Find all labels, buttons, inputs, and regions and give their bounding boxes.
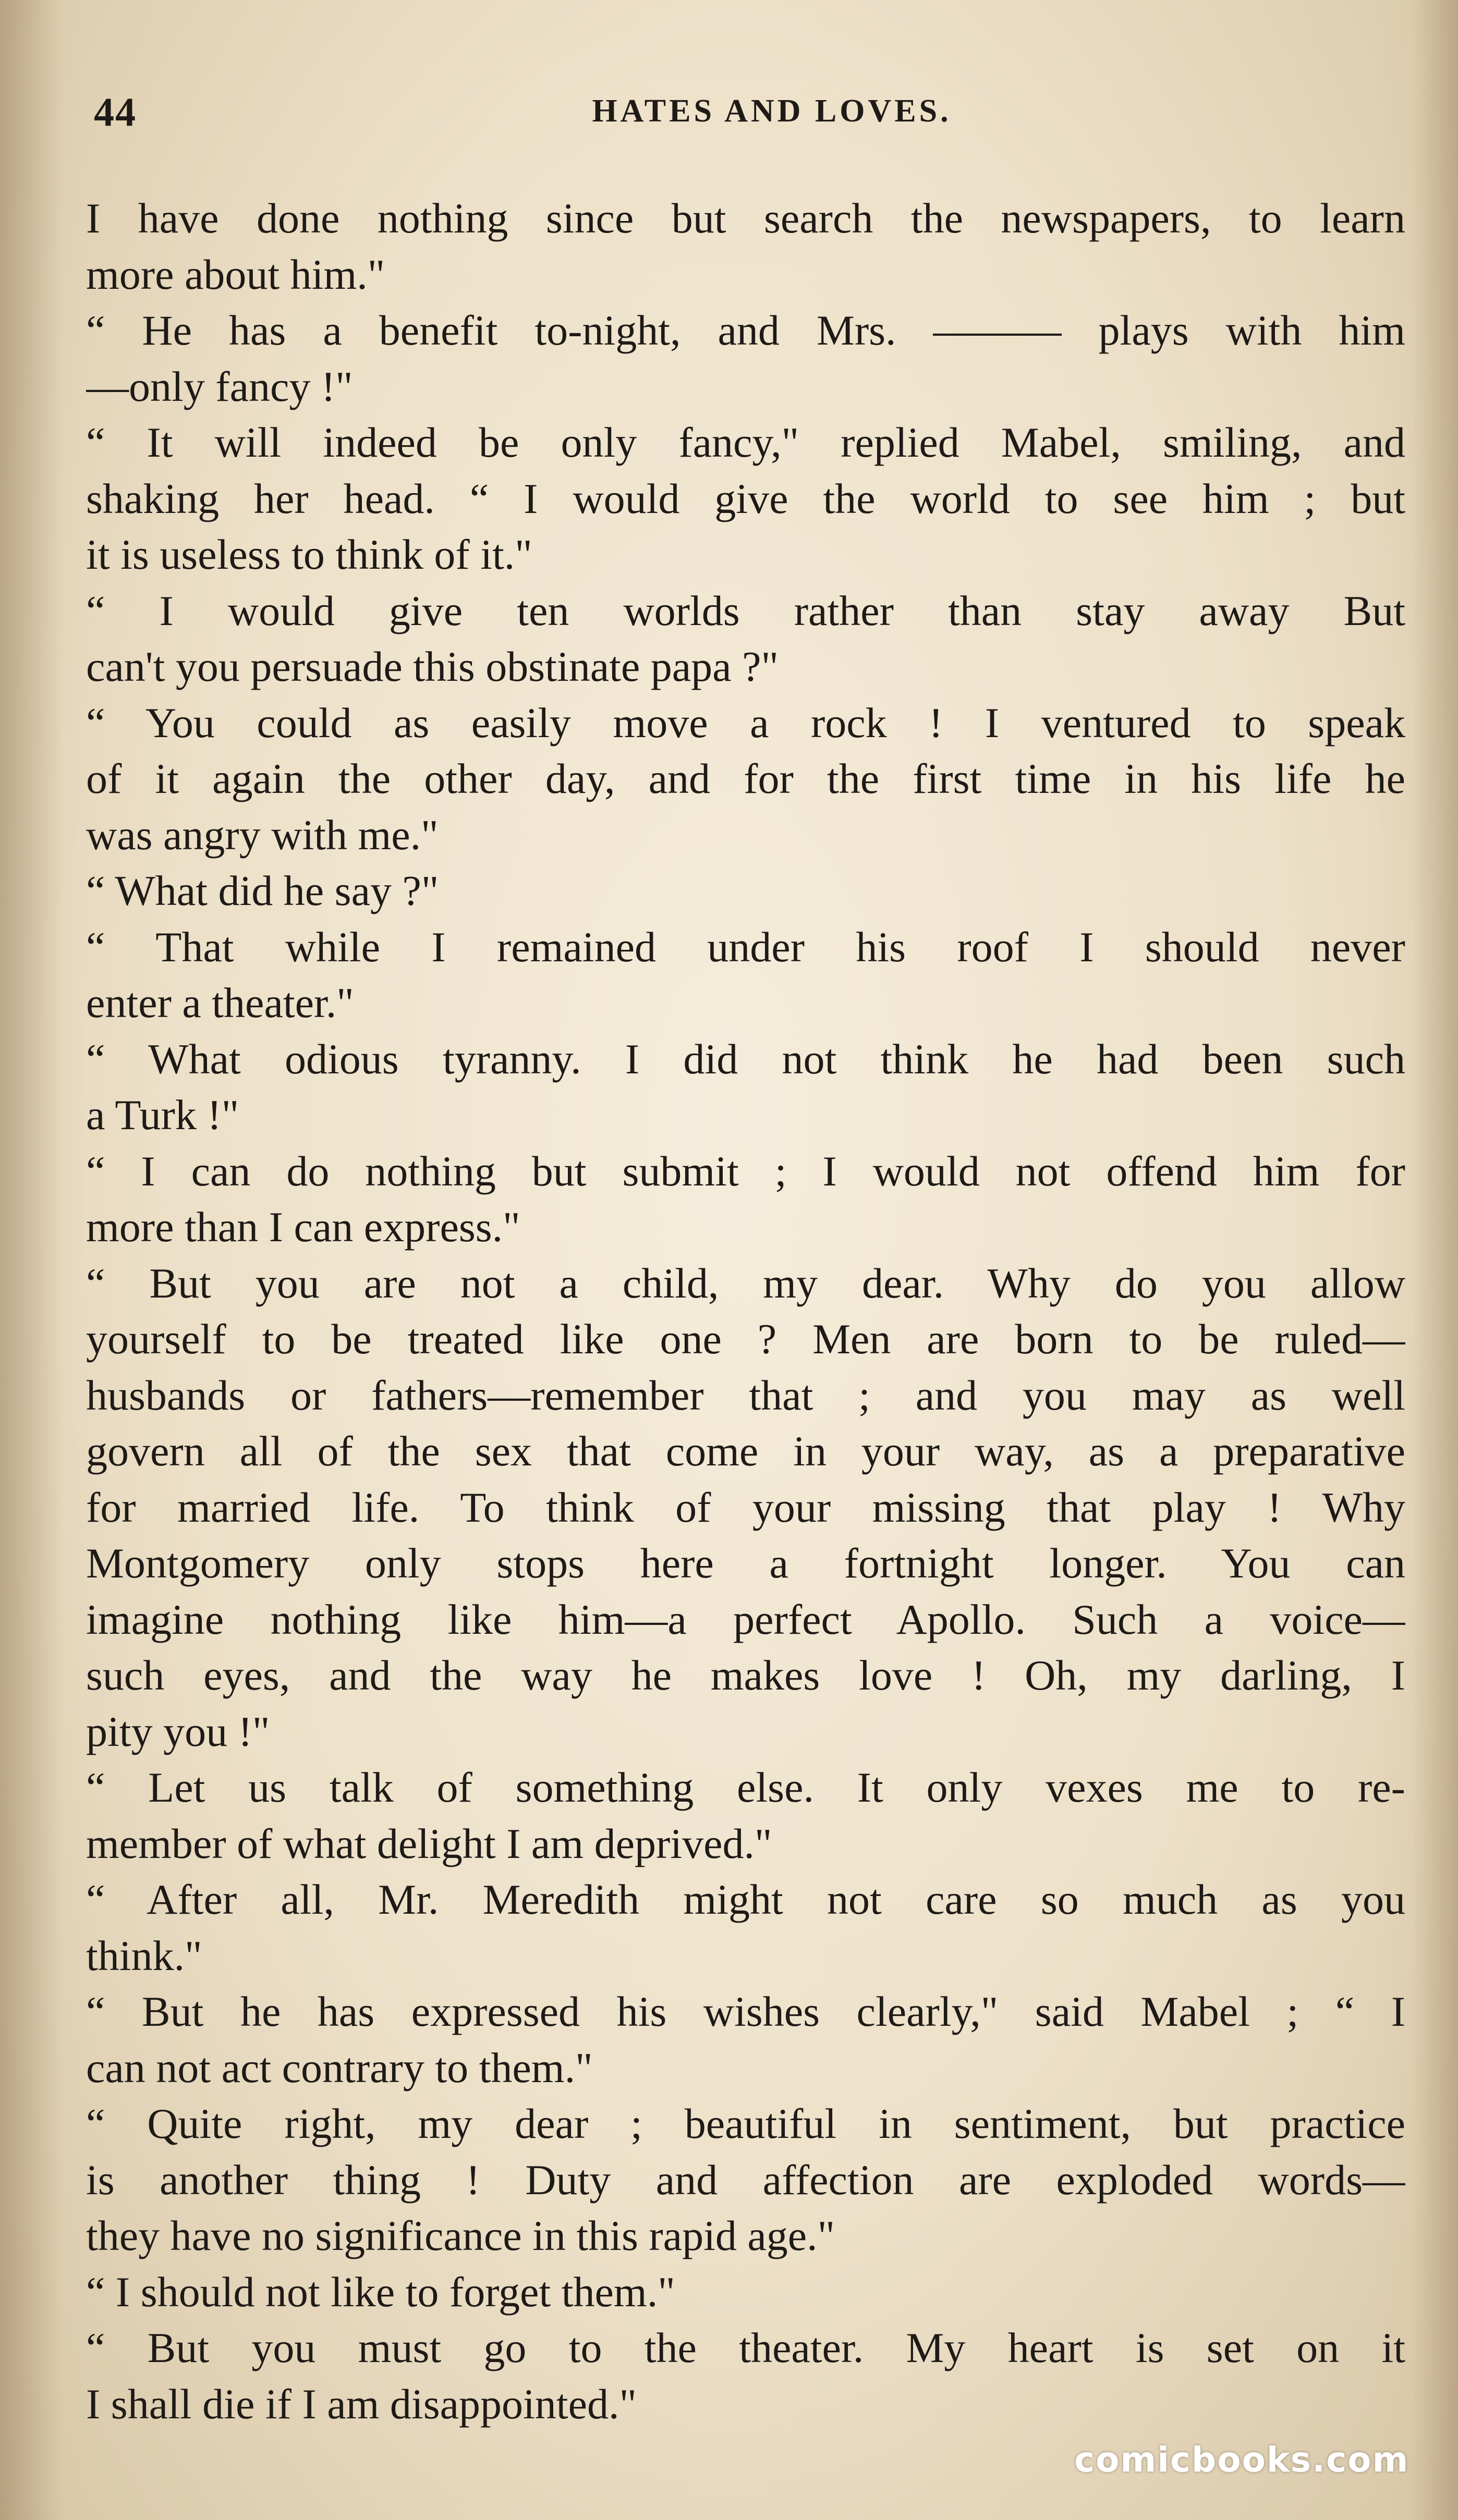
text-line: can not act contrary to them." [86,2044,593,2091]
text-line: “ But you are not a child, my dear. Why do you allow [86,1259,1405,1307]
text-line: “ What odious tyranny. I did not think he had been such [86,1035,1405,1083]
body-text [86,190,1405,2432]
text-line: can't you persuade this obstinate papa ?" [86,643,779,690]
text-line: “ But he has expressed his wishes clearly," said Mabel ; “ I [86,1988,1405,2035]
text-line: for married life. To think of your missing that play ! Why [86,1483,1405,1531]
text-line: such eyes, and the way he makes love ! Oh, my darling, I [86,1652,1405,1699]
text-line: I shall die if I am disappointed." [86,2380,637,2428]
text-line: is another thing ! Duty and affection are exploded words— [86,2156,1405,2204]
text-line: “ I should not like to forget them." [86,2268,675,2316]
text-line: of it again the other day, and for the first time in his life he [86,755,1405,802]
text-line: —only fancy !" [86,362,353,410]
running-title: HATES AND LOVES. [592,93,952,129]
text-line: “ You could as easily move a rock ! I ventured to speak [86,699,1405,747]
text-line: imagine nothing like him—a perfect Apollo. Such a voice— [86,1595,1405,1643]
text-line: was angry with me." [86,811,439,859]
text-line: they have no significance in this rapid age." [86,2212,835,2259]
text-line: enter a theater." [86,979,354,1026]
text-line: “ But you must go to the theater. My heart is set on it [86,2324,1405,2371]
text-line: “ He has a benefit to-night, and Mrs. ——— plays with him [86,307,1405,354]
page-number: 44 [94,89,137,134]
text-line: “ I would give ten worlds rather than stay away But [86,586,1405,634]
text-line: shaking her head. “ I would give the world to see him ; but [86,474,1405,522]
text-line: pity you !" [86,1707,270,1755]
text-line: “ That while I remained under his roof I should never [86,923,1405,971]
text-line: think." [86,1931,202,1979]
text-line: Montgomery only stops here a fortnight longer. You can [86,1539,1405,1587]
page-edge-shadow-left [0,0,63,2520]
text-line: husbands or fathers—remember that ; and you may as well [86,1371,1405,1419]
page-edge-shadow-right [1411,0,1458,2520]
text-line: member of what delight I am deprived." [86,1819,772,1867]
text-line: it is useless to think of it." [86,531,532,578]
text-line: “ After all, Mr. Meredith might not care so much as you [86,1876,1405,1923]
site-watermark: comicbooks.com [1074,2440,1410,2480]
text-line: “ Let us talk of something else. It only vexes me to re- [86,1764,1405,1811]
text-line: “ It will indeed be only fancy," replied Mabel, smiling, and [86,419,1405,466]
text-line: a Turk !" [86,1091,239,1139]
running-head [94,78,1408,136]
text-line: yourself to be treated like one ? Men are born to be ruled— [86,1315,1405,1363]
text-line: more than I can express." [86,1203,520,1251]
text-line: “ What did he say ?" [86,867,439,914]
text-line: more about him." [86,250,385,298]
text-line: “ I can do nothing but submit ; I would not offend him for [86,1147,1405,1195]
text-line: I have done nothing since but search the newspapers, to learn [86,194,1405,242]
text-line: “ Quite right, my dear ; beautiful in sentiment, but practice [86,2100,1405,2147]
text-line: govern all of the sex that come in your way, as a preparative [86,1427,1405,1475]
